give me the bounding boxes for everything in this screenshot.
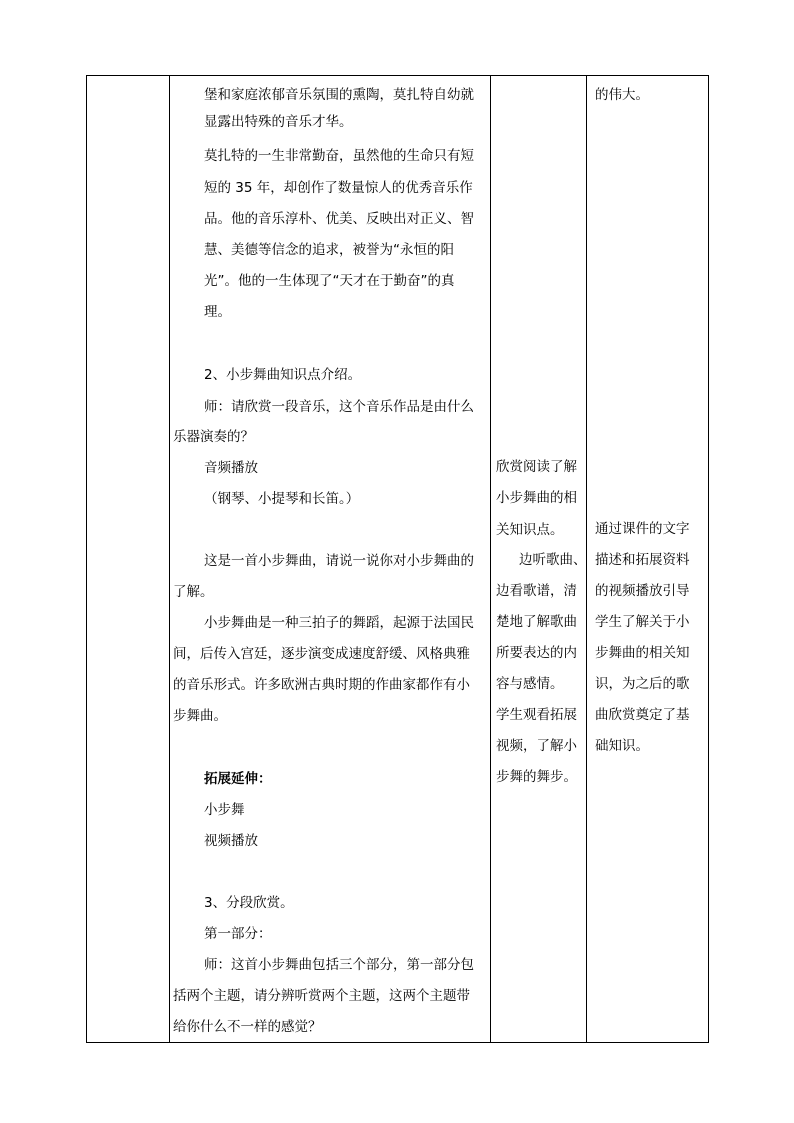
text-line: 关知识点。 — [496, 522, 564, 538]
text-line: 间，后传入宫廷，逐步演变成速度舒缓、风格典雅 — [173, 646, 470, 662]
text-line: 步舞的舞步。 — [496, 769, 577, 785]
text-line: 理。 — [204, 304, 231, 320]
text-line: 楚地了解歌曲 — [496, 614, 577, 630]
section-heading: 拓展延伸： — [204, 771, 272, 787]
text-line: 给你什么不一样的感觉？ — [173, 1019, 322, 1035]
text-line: 小步舞曲是一种三拍子的舞蹈，起源于法国民 — [204, 615, 474, 631]
text-line: 学生观看拓展 — [496, 707, 577, 723]
text-line: 短的 35 年，却创作了数量惊人的优秀音乐作 — [204, 180, 473, 196]
text-line: 小步舞曲的相 — [496, 490, 577, 506]
text-line: 步舞曲。 — [173, 708, 227, 724]
design-intent-cell — [587, 76, 709, 1043]
text-line: 边听歌曲、 — [519, 552, 587, 568]
text-line: 师：请欣赏一段音乐，这个音乐作品是由什么 — [204, 399, 474, 415]
text-line: 光”。他的一生体现了“天才在于勤奋”的真 — [204, 273, 455, 289]
text-line: 慧、美德等信念的追求，被誉为“永恒的阳 — [204, 242, 454, 258]
stage-column-cell — [87, 76, 170, 1043]
text-line: 的音乐形式。许多欧洲古典时期的作曲家都作有小 — [173, 677, 470, 693]
text-line: 堡和家庭浓郁音乐氛围的熏陶，莫扎特自幼就 — [204, 87, 474, 103]
table-row — [87, 76, 709, 1043]
text-line: （钢琴、小提琴和长笛。） — [204, 491, 360, 507]
text-line: 的伟大。 — [595, 87, 649, 103]
text-line: 步舞曲的相关知 — [595, 645, 690, 661]
text-line: 欣赏阅读了解 — [496, 459, 577, 475]
student-activity-cell — [491, 76, 587, 1043]
text-line: 品。他的音乐淳朴、优美、反映出对正义、智 — [204, 211, 474, 227]
text-line: 视频，了解小 — [496, 738, 577, 754]
text-line: 小步舞 — [204, 802, 245, 818]
text-line: 容与感情。 — [496, 676, 564, 692]
text-line: 础知识。 — [595, 738, 649, 754]
lesson-plan-table — [86, 75, 709, 1043]
text-line: 音频播放 — [204, 460, 258, 476]
text-line: 视频播放 — [204, 833, 258, 849]
text-line: 第一部分： — [204, 926, 272, 942]
text-line: 通过课件的文字 — [595, 521, 690, 537]
text-line: 显露出特殊的音乐才华。 — [204, 114, 353, 130]
text-line: 的视频播放引导 — [595, 583, 690, 599]
text-line: 乐器演奏的？ — [173, 429, 254, 445]
text-line: 3、分段欣赏。 — [204, 895, 294, 911]
text-line: 描述和拓展资料 — [595, 552, 690, 568]
text-line: 这是一首小步舞曲，请说一说你对小步舞曲的 — [204, 553, 474, 569]
text-line: 识，为之后的歌 — [595, 676, 690, 692]
text-line: 边看歌谱，清 — [496, 583, 577, 599]
text-line: 括两个主题，请分辨听赏两个主题，这两个主题带 — [173, 988, 470, 1004]
text-line: 所要表达的内 — [496, 645, 577, 661]
text-line: 2、小步舞曲知识点介绍。 — [204, 367, 362, 383]
text-line: 曲欣赏奠定了基 — [595, 707, 690, 723]
text-line: 学生了解关于小 — [595, 614, 690, 630]
text-line: 师：这首小步舞曲包括三个部分，第一部分包 — [204, 957, 474, 973]
text-line: 莫扎特的一生非常勤奋，虽然他的生命只有短 — [204, 148, 474, 164]
text-line: 了解。 — [173, 584, 214, 600]
teacher-activity-cell — [170, 76, 491, 1043]
